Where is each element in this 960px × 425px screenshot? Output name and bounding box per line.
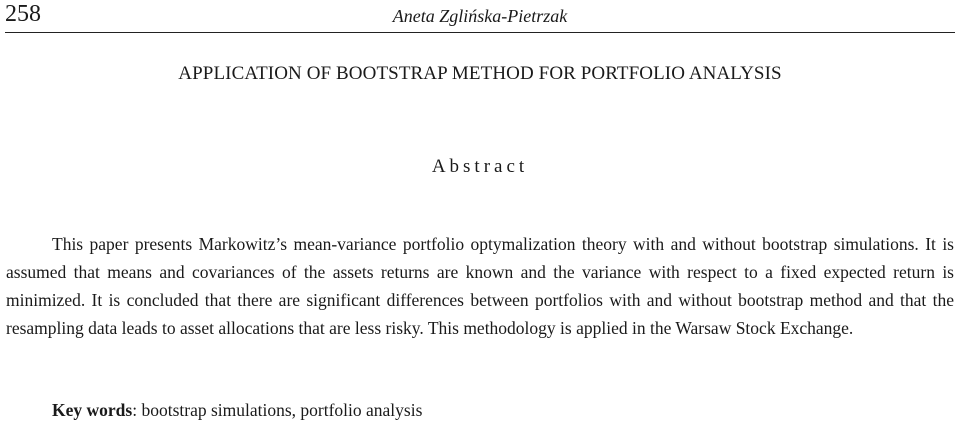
running-author: Aneta Zglińska-Pietrzak [392,6,568,26]
running-header [5,0,955,33]
page-number: 258 [5,1,41,27]
abstract-heading: Abstract [431,156,529,177]
keywords [52,397,422,423]
abstract-body: This paper presents Markowitz’s mean-variance portfolio optymalization theory with and without bootstrap simulations. It is assumed that means and covariances of the assets returns are known and the variance with respect to a fixed expected return is minimized. It is concluded that there are significant differences between portfolios with and without bootstrap method and that the resampling data leads to asset allocations that are less risky. This methodology is applied in the Warsaw Stock Exchange. [6,234,954,338]
keywords-value: bootstrap simulations, portfolio analysis [141,400,423,420]
paper-title: APPLICATION OF BOOTSTRAP METHOD FOR PORTFOLIO ANALYSIS [178,63,782,84]
keywords-label: Key words [52,400,133,420]
keywords-separator: : [132,400,142,420]
